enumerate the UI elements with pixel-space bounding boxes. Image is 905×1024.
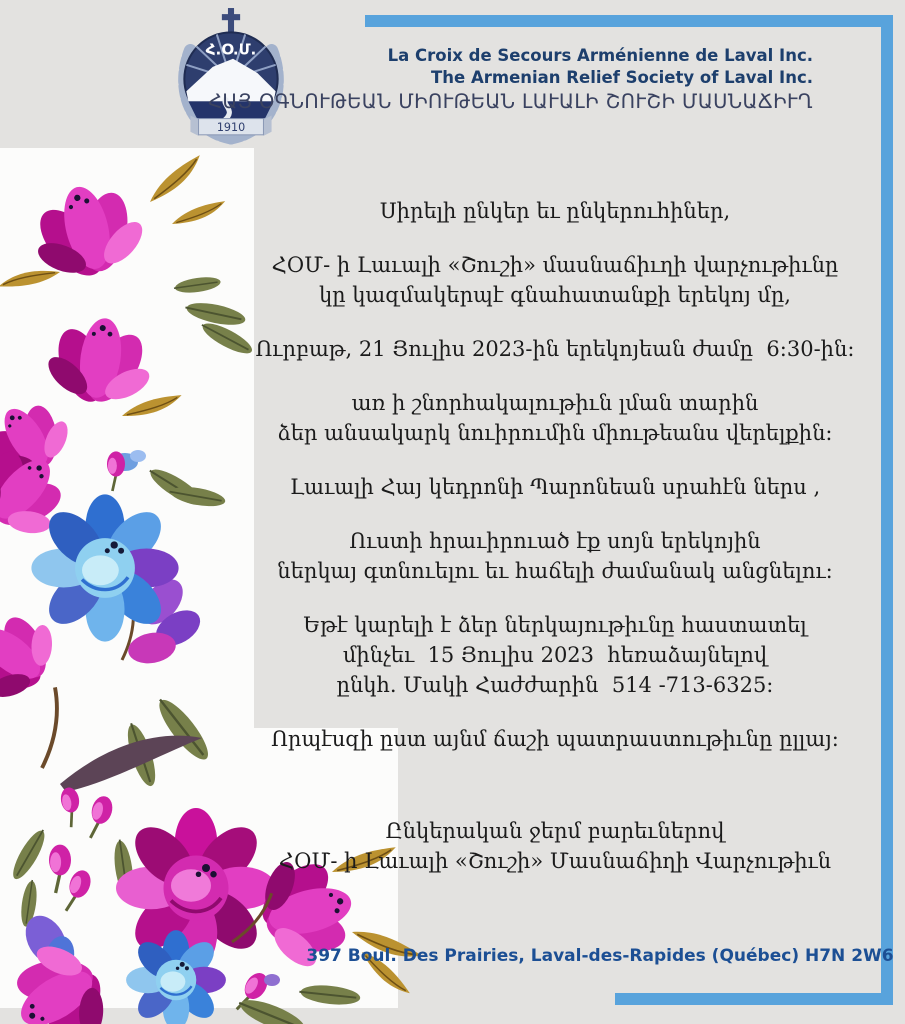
rsvp-paragraph [225, 610, 885, 700]
venue-line: Լաւալի Հայ կեդրոնի Պարոնեան սրահէն ներս , [289, 475, 821, 499]
org-name-english: The Armenian Relief Society of Laval Inc. [431, 68, 813, 87]
body-line: ՀՕՄ- ի Լաւալի «Շուշի» մասնաճիւղի վարչութիւնը [271, 253, 839, 277]
body-line: կը կազմակերպէ գնահատանքի երեկոյ մը, [319, 283, 791, 307]
date-paragraph [225, 334, 885, 364]
body-line: Ուստի հրաւիրուած էք սոյն երեկոյին [349, 529, 761, 553]
rsvp-phone-line: ընկհ. Մակի Հաժժարին 514 -713-6325: [336, 673, 774, 697]
announcement-paragraph [225, 250, 885, 310]
org-name-french: La Croix de Secours Arménienne de Laval Inc. [387, 46, 813, 65]
body-line: առ ի շնորհակալութիւն լման տարին [351, 391, 759, 415]
body-line: Որպէսզի ըստ այնմ ճաշի պատրաստութիւնը ըլլայ: [271, 727, 839, 751]
greeting-paragraph [225, 196, 885, 226]
closing-signature-line: ՀՕՄ- ի Լաւալի «Շուշի» Մասնաճիղի Վարչութիւն [278, 849, 832, 873]
address-footer: 397 Boul. Des Prairies, Laval-des-Rapides (Québec) H7N 2W6 [306, 946, 894, 966]
body-line: ձեր անսակարկ նուիրումին միութեանս վերելքին: [277, 421, 833, 445]
rsvp-deadline-line: մինչեւ 15 Յուլիս 2023 հեռաձայնելով [342, 643, 768, 667]
body-line: Եթէ կարելի է ձեր ներկայութիւնը հաստատել [303, 613, 807, 637]
closing-paragraph [225, 816, 885, 876]
top-border-bar [365, 15, 893, 27]
ars-emblem-logo [160, 6, 302, 148]
org-name-armenian: ՀԱՅ ՕԳՆՈՒԹԵԱՆ ՄԻՈՒԹԵԱՆ ԼԱՒԱԼԻ ՇՈՒՇԻ ՄԱՍՆԱՃԻՒՂ [208, 90, 813, 113]
greeting-line: Սիրելի ընկեր եւ ընկերուհիներ, [379, 199, 731, 223]
emblem-monogram: Հ.Օ.Մ. [205, 40, 257, 59]
cross-icon [222, 8, 240, 32]
closing-line: Ընկերական ջերմ բարեւներով [385, 819, 725, 843]
note-paragraph [225, 724, 885, 754]
emblem-year: 1910 [216, 120, 246, 134]
event-date-line: Ուրբաթ, 21 Յուլիս 2023-ին երեկոյեան ժամը 6:30-ին: [255, 337, 855, 361]
gratitude-paragraph [225, 388, 885, 448]
body-line: ներկայ գտնուելու եւ հաճելի ժամանակ անցնելու: [277, 559, 833, 583]
invitation-paragraph [225, 526, 885, 586]
bottom-border-bar [615, 993, 893, 1005]
venue-paragraph [225, 472, 885, 502]
